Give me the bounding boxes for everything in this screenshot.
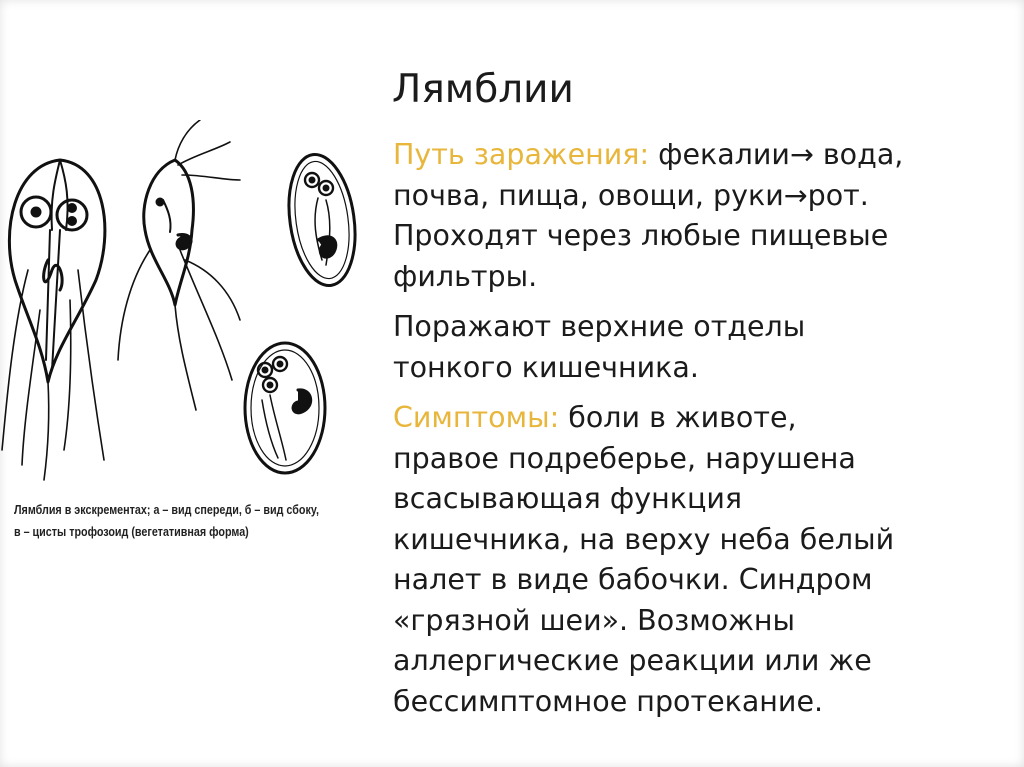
symptoms-label: Симптомы: — [393, 401, 560, 434]
text-line: налет в виде бабочки. Синдром — [393, 563, 873, 596]
text-line: почва, пища, овощи, руки→рот. — [393, 178, 869, 212]
text-line: аллергические реакции или же — [393, 644, 872, 677]
figure-caption — [14, 499, 341, 543]
infection-route-paragraph — [393, 135, 1018, 297]
caption-line: в – цисты трофозоид (вегетативная форма) — [14, 525, 249, 539]
symptoms-paragraph — [393, 398, 1018, 722]
text-line: фильтры. — [393, 259, 538, 293]
trophozoite-front-view — [2, 160, 105, 480]
slide-body — [393, 135, 1018, 732]
cyst-lower — [245, 343, 325, 473]
caption-line: Лямблия в экскрементах; а – вид спереди, б – вид сбоку, — [14, 503, 320, 517]
text-line: правое подреберье, нарушена — [393, 441, 856, 475]
text-line: Поражают верхние отделы — [393, 310, 806, 343]
text-line: бессимптомное протекание. — [393, 684, 824, 718]
giardia-illustration — [0, 120, 390, 500]
text-line: боли в животе, — [559, 401, 797, 434]
cyst-upper — [281, 150, 363, 290]
text-line: всасывающая функция — [393, 482, 743, 515]
infection-route-label: Путь заражения: — [393, 138, 650, 171]
text-line: фекалии→ вода, — [649, 138, 904, 171]
affected-area-paragraph — [393, 307, 1018, 388]
text-line: Проходят через любые пищевые — [393, 219, 889, 252]
text-line: кишечника, на верху неба белый — [393, 522, 895, 556]
text-line: тонкого кишечника. — [393, 350, 699, 384]
slide-title: Лямблии — [392, 67, 574, 112]
text-line: «грязной шеи». Возможны — [393, 603, 796, 637]
trophozoite-side-view — [118, 120, 240, 410]
